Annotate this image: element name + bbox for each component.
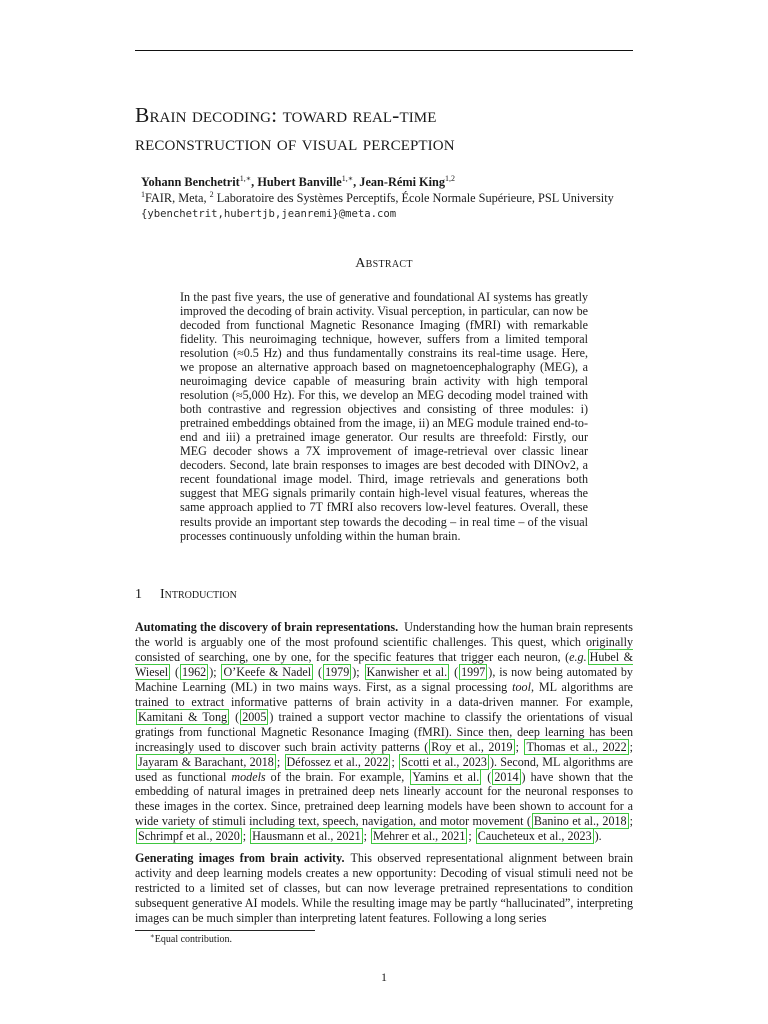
- footnote-text: Equal contribution.: [154, 934, 232, 945]
- citation-link[interactable]: O’Keefe & Nadel: [223, 664, 312, 679]
- abstract-text: In the past five years, the use of generative and foundational AI systems has greatly improved the decoding of brain activity. Visual perception, in particular, can now be decoded from functional Magnetic Resonance Imaging (fMRI) with remarkable fidelity. This neuroimaging technique, however, suffers from a limited temporal resolution (≈0.5 Hz) and thus fundamentally constrains its real-time usage. Here, we propose an alternative approach based on magnetoencephalography (MEG), a neuroimaging device capable of measuring brain activity with high temporal resolution (≈5,000 Hz). For this, we develop an MEG decoding model trained with both contrastive and regression objectives and consisting of three modules: i) pretrained embeddings obtained from the image, ii) an MEG module trained end-to-end and iii) a pretrained image generator. Our results are threefold: Firstly, our MEG decoder shows a 7X improvement of image-retrieval over classic linear decoders. Second, late brain responses to images are best decoded with DINOv2, a recent foundational image model. Third, image retrievals and generations both suggest that MEG signals primarily contain high-level visual features, whereas the same approach applied to 7T fMRI also recovers low-level features. Overall, these results provide an important step towards the decoding – in real time – of the visual processes continuously unfolding within the human brain.: [180, 290, 588, 543]
- citation-link[interactable]: Kanwisher et al.: [366, 664, 448, 679]
- citation-link[interactable]: 1997: [461, 664, 486, 679]
- author-name: Jean-Rémi King: [359, 175, 446, 189]
- page-number: 1: [381, 970, 387, 984]
- affiliation-text: Laboratoire des Systèmes Perceptifs, École Normale Supérieure, PSL University: [213, 191, 614, 205]
- footnote: [150, 933, 630, 946]
- author-name: Hubert Banville: [257, 175, 342, 189]
- citation-link[interactable]: 1979: [325, 664, 350, 679]
- paragraph-heading: Automating the discovery of brain representations.: [135, 620, 399, 634]
- affiliations: [141, 190, 661, 206]
- citation-link[interactable]: Scotti et al., 2023: [401, 754, 487, 769]
- citation-link[interactable]: Kamitani & Tong: [138, 709, 228, 724]
- citation-link[interactable]: Roy et al., 2019: [431, 739, 513, 754]
- citation-link[interactable]: 1962: [182, 664, 207, 679]
- intro-paragraph-1: Automating the discovery of brain representations. Understanding how the human brain represents the world is arguably one of the most profound scientific challenges. This quest, which originally consisted of searching, one by one, for the specific features that trigger each neuron, (e.g. Hubel & Wiesel ( 1962 ); O’Keefe & Nadel ( 1979 ); Kanwisher et al. ( 1997 ), is now being automated by Machine Learning (ML) in two mains ways. First, as a signal processing tool, ML algorithms are trained to extract informative patterns of brain activity in a data-driven manner. For example, Kamitani & Tong ( 2005 ) trained a support vector machine to classify the orientations of visual gratings from functional Magnetic Resonance Imaging (fMRI). Since then, deep learning has been increasingly used to discover such brain activity patterns ( Roy et al., 2019 ; Thomas et al., 2022 ; Jayaram & Barachant, 2018 ; Défossez et al., 2022 ; Scotti et al., 2023 ). Second, ML algorithms are used as functional models of the brain. For example, Yamins et al. ( 2014 ) have shown that the embedding of natural images in pretrained deep nets linearly account for the neuronal responses to these images in the cortex. Since, pretrained deep learning models have been shown to account for a wide variety of stimuli including text, speech, navigation, and motor movement ( Banino et al., 2018 ; Schrimpf et al., 2020 ; Hausmann et al., 2021 ; Mehrer et al., 2021 ; Caucheteux et al., 2023 ).: [135, 620, 634, 844]
- affiliation-text: FAIR, Meta,: [145, 191, 210, 205]
- author-marker: 1,2: [445, 174, 456, 183]
- title-line-2: reconstruction of visual perception: [135, 131, 455, 155]
- citation-link[interactable]: Thomas et al., 2022: [526, 739, 627, 754]
- citation-link[interactable]: Yamins et al.: [412, 769, 480, 784]
- citation-link[interactable]: Caucheteux et al., 2023: [477, 829, 592, 844]
- citation-link[interactable]: Banino et al., 2018: [533, 814, 627, 829]
- section-number: 1: [135, 587, 142, 602]
- author-emails: {ybenchetrit,hubertjb,jeanremi}@meta.com: [141, 208, 397, 220]
- author-marker: 1,∗: [341, 174, 354, 183]
- footnote-marker: ∗: [150, 932, 155, 940]
- section-heading: [135, 587, 635, 603]
- paper-title: [135, 101, 695, 157]
- abstract-heading: Abstract: [355, 256, 413, 271]
- citation-link[interactable]: Hausmann et al., 2021: [252, 829, 361, 844]
- intro-paragraph-2: Generating images from brain activity. This observed representational alignment between brain activity and deep learning models creates a new opportunity: Decoding of visual stimuli need not be restricted to a limited set of classes, but can now leverage pretrained representations to condition subsequent generative AI models. While the resulting image may be partly “hallucinated”, interpreting images can be much simpler than interpreting latent features. Following a long series: [135, 851, 633, 925]
- citation-link[interactable]: Hubel & Wiesel: [135, 649, 633, 679]
- citation-link[interactable]: Défossez et al., 2022: [286, 754, 389, 769]
- top-rule: [135, 50, 633, 51]
- citation-link[interactable]: Schrimpf et al., 2020: [138, 829, 240, 844]
- author-name: Yohann Benchetrit: [141, 175, 240, 189]
- citation-link[interactable]: 2005: [242, 709, 267, 724]
- section-title: Introduction: [160, 587, 237, 602]
- citation-link[interactable]: Jayaram & Barachant, 2018: [138, 754, 274, 769]
- author-list: Yohann Benchetrit$^{1,∗}$, Hubert Banville$^{1,∗}$, Jean-Rémi King$^{1,2}$: [141, 174, 456, 189]
- citation-link[interactable]: 2014: [494, 769, 519, 784]
- citation-link[interactable]: Mehrer et al., 2021: [373, 829, 466, 844]
- paragraph-heading: Generating images from brain activity.: [135, 851, 345, 865]
- footnote-rule: [135, 930, 315, 931]
- affiliation-marker: 2: [209, 190, 214, 199]
- affiliation-marker: 1: [141, 190, 145, 199]
- author-marker: 1,∗: [239, 174, 252, 183]
- title-line-1: Brain decoding: toward real-time: [135, 103, 437, 127]
